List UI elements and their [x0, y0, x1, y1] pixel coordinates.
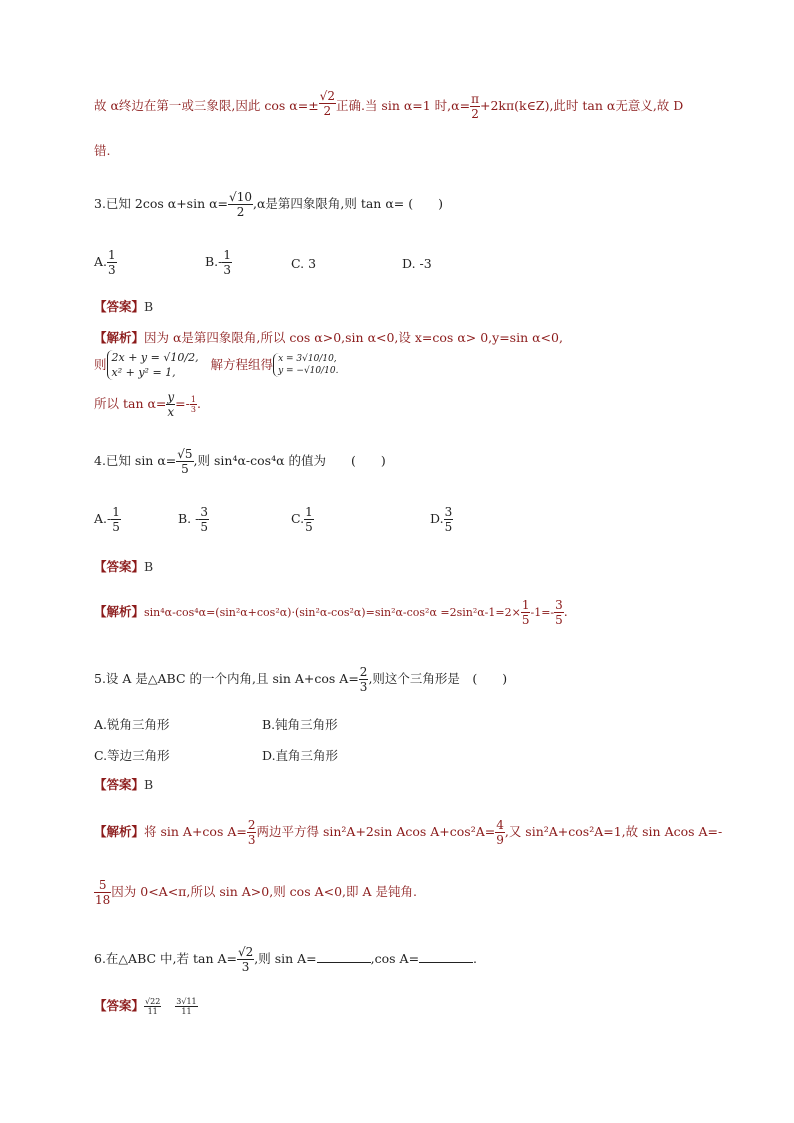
q3-analysis-1: [94, 330, 563, 346]
numerator: 1: [108, 248, 116, 262]
analysis-line-2: 错.: [94, 143, 111, 158]
numerator: π: [471, 92, 479, 106]
q5-answer: [94, 777, 153, 793]
cos-a-blank[interactable]: [419, 962, 473, 963]
fraction: [495, 818, 505, 847]
q4-answer: [94, 559, 153, 575]
q3-answer: [94, 299, 153, 315]
question-5-stem: [94, 665, 507, 694]
denominator: 11: [181, 1007, 192, 1016]
denominator: 5: [112, 520, 120, 534]
q6-answer: [94, 997, 198, 1016]
fraction: [111, 505, 121, 534]
numerator: √2: [237, 945, 254, 959]
q5-option-a[interactable]: A.锐角三角形: [94, 717, 170, 732]
fraction: [237, 945, 254, 974]
fraction: [175, 997, 197, 1016]
sin-a-blank[interactable]: [317, 962, 371, 963]
fraction: [222, 248, 232, 277]
numerator: 3: [200, 505, 208, 519]
answer-tag: 【答案】: [94, 998, 145, 1013]
text: .: [563, 604, 568, 619]
answer-tag: 【答案】: [94, 299, 145, 314]
question-6-stem: [94, 945, 477, 974]
denominator: 3: [247, 833, 256, 847]
text: 正确.当 sin α=1 时,α=: [335, 98, 471, 113]
analysis-line-1: [94, 89, 684, 121]
denominator: 11: [147, 1007, 158, 1016]
denominator: 18: [95, 893, 111, 907]
q3-analysis-3: [94, 390, 201, 419]
denominator: 5: [444, 520, 453, 534]
q5-analysis-2: [94, 878, 417, 907]
text: 解方程组得: [210, 357, 274, 372]
text: 3.已知 2cos α+sin α=: [94, 196, 229, 211]
text: 将 sin A+cos A=: [144, 824, 247, 839]
denominator: 5: [181, 462, 189, 476]
fraction: [176, 447, 193, 476]
q5-option-c[interactable]: C.等边三角形: [94, 748, 170, 763]
numerator: 1: [305, 505, 313, 519]
denominator: 5: [555, 613, 563, 627]
numerator: 1: [190, 395, 196, 404]
equation: y = −√10/10.: [278, 366, 339, 376]
denominator: 3: [359, 680, 368, 694]
text: 所以 tan α=: [94, 396, 167, 411]
numerator: √10: [229, 190, 252, 204]
label: A.-: [94, 511, 112, 526]
numerator: √5: [177, 447, 193, 461]
text: ,α是第四象限角,则 tan α= ( ): [252, 196, 443, 211]
q3-option-b[interactable]: [205, 248, 232, 277]
solution-system: [273, 353, 338, 377]
label: B. -: [178, 511, 200, 526]
analysis-tag: 【解析】: [94, 824, 145, 839]
numerator: 3: [444, 505, 453, 519]
text: 4.已知 sin α=: [94, 453, 177, 468]
analysis-tag: 【解析】: [94, 330, 145, 345]
text: 6.在△ABC 中,若 tan A=: [94, 951, 237, 966]
fraction: [199, 505, 209, 534]
q5-option-b[interactable]: B.钝角三角形: [262, 717, 338, 732]
fraction: [444, 505, 454, 534]
fraction: [359, 665, 369, 694]
numerator: √2: [319, 89, 335, 103]
denominator: 3: [190, 405, 196, 414]
denominator: 9: [496, 833, 504, 847]
text: 故 α终边在第一或三象限,因此 cos α=±: [94, 98, 319, 113]
denominator: 5: [521, 613, 530, 627]
text: 因为 0<A<π,所以 sin A>0,则 cos A<0,即 A 是钝角.: [111, 884, 417, 899]
numerator: √22: [145, 997, 161, 1006]
equation: x² + y² = 1,: [111, 366, 176, 379]
q3-option-d[interactable]: D. -3: [402, 256, 432, 271]
q4-analysis: [94, 598, 568, 627]
q4-option-d[interactable]: [430, 505, 453, 534]
equation: 2x + y = √10/2,: [111, 351, 199, 364]
answer-tag: 【答案】: [94, 559, 145, 574]
denominator: 2: [323, 104, 332, 118]
numerator: y: [167, 390, 175, 404]
analysis-tag: 【解析】: [94, 604, 145, 619]
q4-option-b[interactable]: [178, 505, 209, 534]
numerator: 2: [359, 665, 368, 679]
numerator: 5: [94, 878, 111, 893]
text: 因为 α是第四象限角,所以 cos α>0,sin α<0,设 x=cos α> 0,y=sin α<0,: [144, 330, 563, 345]
equation-system: [107, 350, 199, 380]
fraction: [228, 190, 253, 219]
numerator: 1: [112, 505, 120, 519]
answer-value: B: [144, 299, 154, 314]
fraction: [521, 598, 531, 627]
denominator: x: [167, 405, 175, 419]
denominator: 2: [471, 107, 479, 121]
fraction: [247, 818, 257, 847]
answer-value: B: [144, 777, 154, 792]
q5-analysis-1: [94, 818, 722, 847]
fraction: [304, 505, 314, 534]
text: .: [473, 951, 478, 966]
answer-tag: 【答案】: [94, 777, 145, 792]
fraction: [554, 598, 564, 627]
text: ,cos A=: [370, 951, 420, 966]
q4-option-a[interactable]: [94, 505, 121, 534]
fraction: [94, 878, 111, 907]
label: C.: [291, 511, 305, 526]
q3-analysis-2: [94, 350, 338, 380]
denominator: 3: [223, 263, 232, 277]
denominator: 3: [108, 263, 116, 277]
question-4-stem: [94, 447, 386, 476]
q5-option-d[interactable]: D.直角三角形: [262, 748, 339, 763]
text: ,则这个三角形是 ( ): [368, 671, 508, 686]
equation: x = 3√10/10,: [278, 354, 337, 364]
q4-option-c[interactable]: [291, 505, 314, 534]
numerator: 1: [223, 248, 232, 262]
answer-value: B: [144, 559, 154, 574]
fraction: [319, 89, 336, 118]
text: 5.设 A 是△ABC 的一个内角,且 sin A+cos A=: [94, 671, 359, 686]
q3-option-c[interactable]: C. 3: [291, 256, 317, 271]
numerator: 2: [247, 818, 256, 832]
label: D.: [430, 511, 444, 526]
q3-option-a[interactable]: [94, 248, 117, 277]
text: ,则 sin⁴α-cos⁴α 的值为 ( ): [193, 453, 386, 468]
fraction: [166, 390, 175, 419]
numerator: 4: [496, 818, 504, 832]
fraction: [144, 997, 161, 1016]
numerator: 3√11: [176, 997, 197, 1006]
numerator: 1: [521, 598, 530, 612]
text: =-: [175, 396, 190, 411]
text: -1=-: [530, 606, 555, 619]
numerator: 3: [555, 598, 563, 612]
denominator: 5: [200, 520, 208, 534]
fraction: [470, 92, 480, 121]
text: sin⁴α-cos⁴α=(sin²α+cos²α)·(sin²α-cos²α)=sin²α-cos²α =2sin²α-1=2×: [144, 606, 521, 619]
text: 则: [94, 357, 107, 372]
fraction: [190, 395, 197, 414]
text: .: [196, 396, 201, 411]
fraction: [107, 248, 117, 277]
denominator: 2: [236, 205, 245, 219]
text: ,又 sin²A+cos²A=1,故 sin Acos A=-: [504, 824, 723, 839]
denominator: 3: [241, 960, 250, 974]
text: ,则 sin A=: [254, 951, 317, 966]
text: +2kπ(k∈Z),此时 tan α无意义,故 D: [479, 98, 684, 113]
question-3-stem: [94, 190, 443, 219]
denominator: 5: [305, 520, 313, 534]
label: B.-: [205, 254, 223, 269]
text: 两边平方得 sin²A+2sin Acos A+cos²A=: [256, 824, 496, 839]
label: A.: [94, 254, 108, 269]
